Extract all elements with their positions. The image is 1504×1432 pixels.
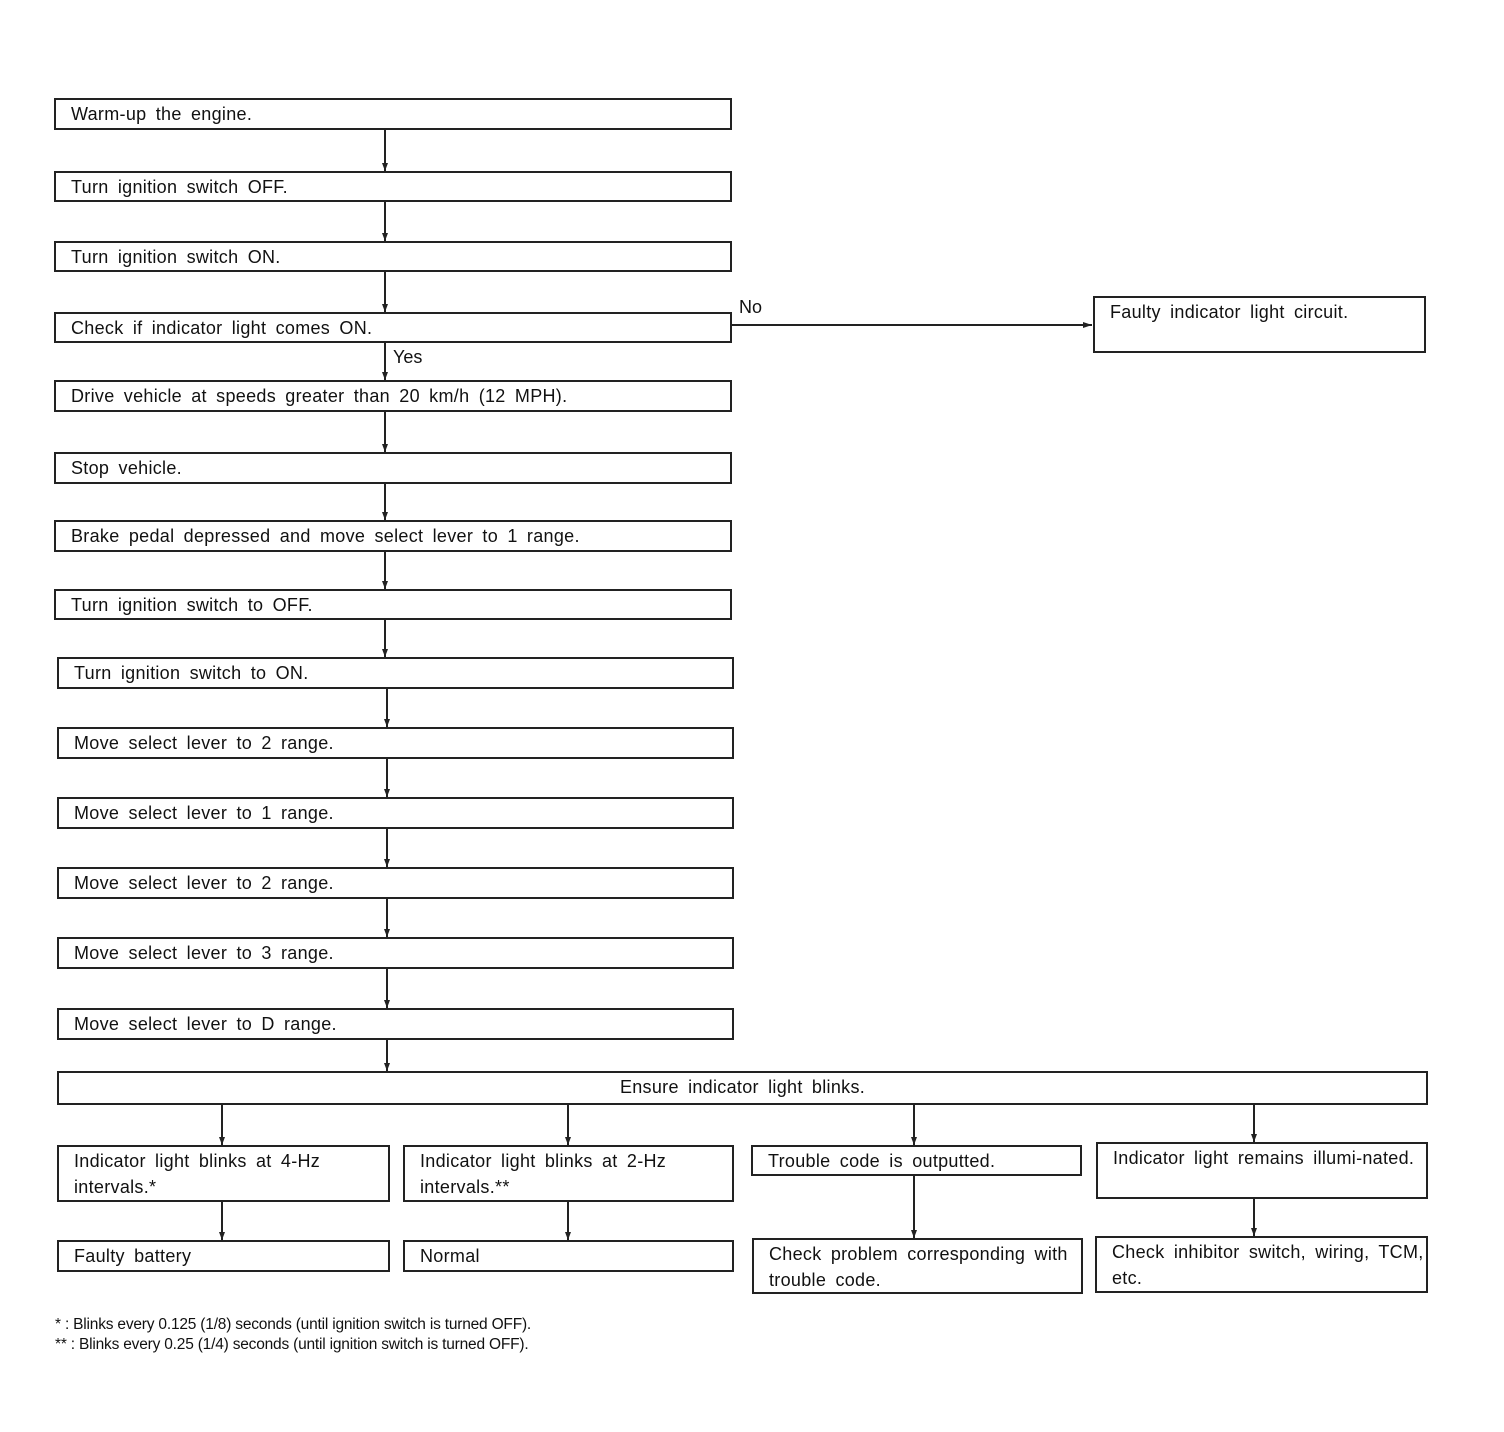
footnote-1: * : Blinks every 0.125 (1/8) seconds (until ignition switch is turned OFF). (55, 1316, 532, 1333)
step-box: Turn ignition switch OFF. (54, 171, 732, 202)
arrowhead-icon (382, 233, 388, 241)
arrowhead-icon (384, 719, 390, 727)
no-label: No (739, 297, 763, 317)
arrowhead-icon (565, 1137, 571, 1145)
arrowhead-icon (382, 581, 388, 589)
step-box: Move select lever to 1 range. (57, 797, 734, 829)
step-box: Turn ignition switch ON. (54, 241, 732, 272)
arrowhead-icon (911, 1230, 917, 1238)
faulty-indicator-circuit-box: Faulty indicator light circuit. (1093, 296, 1426, 353)
arrowhead-icon (219, 1137, 225, 1145)
condition-box: Trouble code is outputted. (751, 1145, 1082, 1176)
condition-box: Indicator light blinks at 2-Hz intervals.** (403, 1145, 734, 1202)
condition-box: Indicator light blinks at 4-Hz intervals.* (57, 1145, 390, 1202)
arrowhead-icon (384, 929, 390, 937)
yes-label: Yes (393, 347, 423, 367)
arrowhead-icon (382, 372, 388, 380)
arrowhead-icon (219, 1232, 225, 1240)
step-box: Turn ignition switch to OFF. (54, 589, 732, 620)
step-box: Turn ignition switch to ON. (57, 657, 734, 689)
arrowhead-icon (382, 444, 388, 452)
step-box: Check if indicator light comes ON. (54, 312, 732, 343)
arrowhead-icon (382, 512, 388, 520)
step-box: Warm-up the engine. (54, 98, 732, 130)
arrowhead-icon (1083, 322, 1092, 328)
arrowhead-icon (382, 649, 388, 657)
step-box: Stop vehicle. (54, 452, 732, 484)
condition-box: Indicator light remains illumi-nated. (1096, 1142, 1428, 1199)
arrowhead-icon (565, 1232, 571, 1240)
ensure-blinks-box: Ensure indicator light blinks. (57, 1071, 1428, 1105)
step-box: Move select lever to D range. (57, 1008, 734, 1040)
footnote-2: ** : Blinks every 0.25 (1/4) seconds (until ignition switch is turned OFF). (55, 1336, 529, 1353)
result-box: Normal (403, 1240, 734, 1272)
arrowhead-icon (382, 304, 388, 312)
step-box: Brake pedal depressed and move select lever to 1 range. (54, 520, 732, 552)
arrowhead-icon (384, 789, 390, 797)
step-box: Move select lever to 2 range. (57, 867, 734, 899)
result-box: Faulty battery (57, 1240, 390, 1272)
step-box: Drive vehicle at speeds greater than 20 km/h (12 MPH). (54, 380, 732, 412)
arrowhead-icon (911, 1137, 917, 1145)
arrowhead-icon (1251, 1228, 1257, 1236)
arrowhead-icon (1251, 1134, 1257, 1142)
arrowhead-icon (384, 1000, 390, 1008)
step-box: Move select lever to 3 range. (57, 937, 734, 969)
arrowhead-icon (384, 1063, 390, 1071)
arrowhead-icon (382, 163, 388, 171)
step-box: Move select lever to 2 range. (57, 727, 734, 759)
arrowhead-icon (384, 859, 390, 867)
result-box: Check inhibitor switch, wiring, TCM, etc. (1095, 1236, 1428, 1293)
result-box: Check problem corresponding with trouble code. (752, 1238, 1083, 1294)
